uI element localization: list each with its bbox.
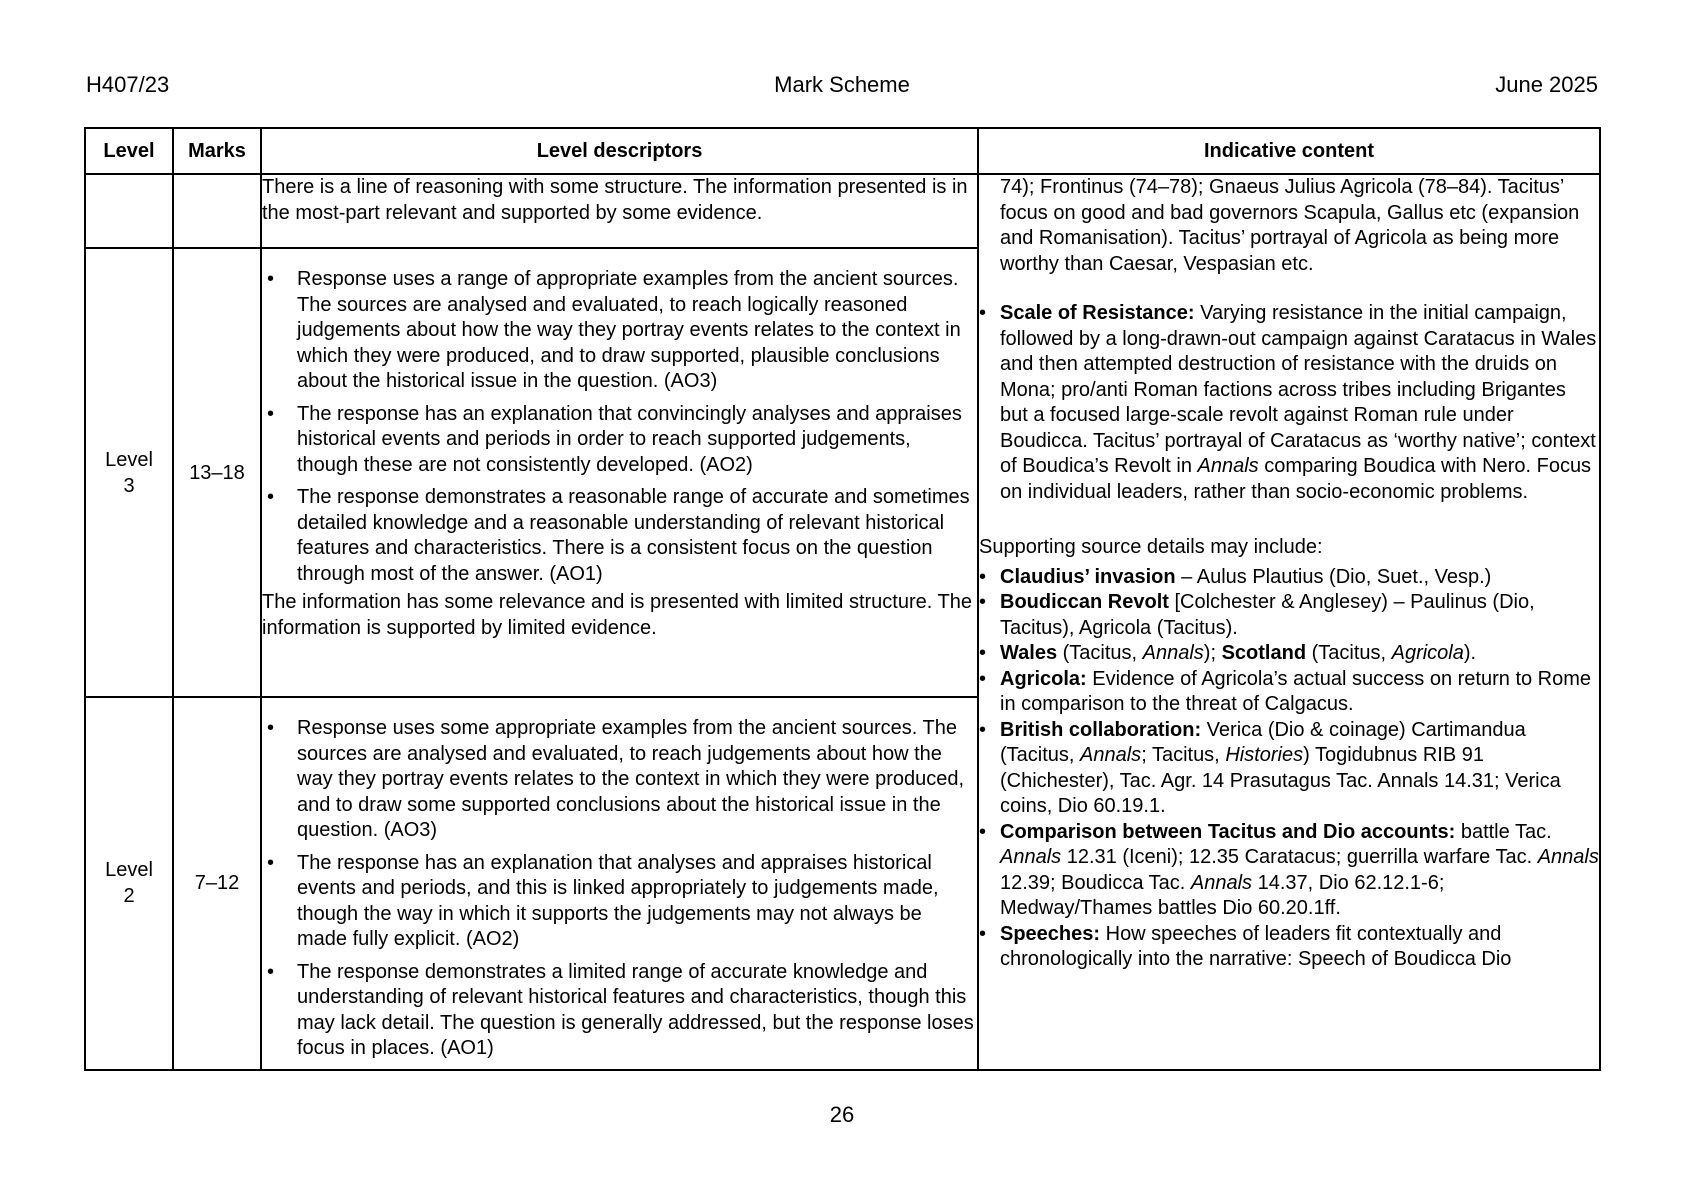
indicative-continuation: 74); Frontinus (74–78); Gnaeus Julius Agricola (78–84). Tacitus’ focus on good and bad governors Scapula, Gallus etc (expansion and Romanisation). Tacitus’ portrayal of Agricola as being more worthy than Caesar, Vespasian etc. [1000,176,1580,275]
descriptor-list [262,267,977,587]
marks-cell [173,174,261,248]
list-item-comparison: • Comparison between Tacitus and Dio accounts: battle Tac. Annals 12.31 (Iceni); 12.35 Caratacus; guerrilla warfare Tac. Annals 12.39; Boudicca Tac. Annals 14.37, Dio 62.12.1-6; Medway/Thames battles Dio 60.20.1ff. [979,820,1599,922]
supporting-list [979,565,1599,973]
document-code: H407/23 [86,72,170,97]
descriptor-footer: The information has some relevance and is presented with limited structure. The information is supported by limited evidence. [262,591,972,639]
table-row [85,174,1600,248]
list-item-claudius: • Claudius’ invasion – Aulus Plautius (Dio, Suet., Vesp.) [979,565,1599,591]
supporting-intro: Supporting source details may include: [979,536,1323,558]
list-item: • The response demonstrates a reasonable range of accurate and sometimes detailed knowledge and a reasonable understanding of relevant historical features and characteristics. There is a consistent focus on the question through most of the answer. (AO1) [262,485,977,587]
level-cell [85,248,173,697]
level-cell [85,697,173,1070]
level-label: Level [105,859,153,882]
list-item: • The response has an explanation that convincingly analyses and appraises historical events and periods in order to reach supported judgements, though these are not consistently developed. (AO2) [262,402,977,479]
list-item-agricola: • Agricola: Evidence of Agricola’s actual success on return to Rome in comparison to the threat of Calgacus. [979,667,1599,718]
document-title: Mark Scheme [774,72,910,97]
table-header-row [85,128,1600,174]
descriptor-list [262,716,977,1062]
header-level-descriptors: Level descriptors [261,128,978,174]
header-indicative-content: Indicative content [978,128,1600,174]
descriptor-cell [261,697,978,1070]
indicative-content-cell [978,174,1600,1070]
level-label: Level [105,448,153,471]
mark-scheme-table [84,127,1601,1071]
header-marks: Marks [173,128,261,174]
list-item: • The response demonstrates a limited range of accurate knowledge and understanding of relevant historical features and characteristics, though this may lack detail. The question is generally addressed, but the response loses focus in places. (AO1) [262,960,977,1062]
level-number: 2 [123,885,135,908]
list-item: • The response has an explanation that analyses and appraises historical events and periods, and this is linked appropriately to judgements made, though the way in which it supports the judgements may not always be made fully explicit. (AO2) [262,851,977,953]
page-number: 26 [829,1102,855,1127]
level-cell [85,174,173,248]
header-level: Level [85,128,173,174]
descriptor-text: There is a line of reasoning with some structure. The information presented is in the most-part relevant and supported by some evidence. [262,176,968,224]
list-item-british-collaboration: • British collaboration: Verica (Dio & coinage) Cartimandua (Tacitus, Annals; Tacitus, Histories) Togidubnus RIB 91 (Chichester), Tac. Agr. 14 Prasutagus Tac. Annals 14.31; Verica coins, Dio 60.19.1. [979,718,1599,820]
list-item-wales-scotland: • Wales (Tacitus, Annals); Scotland (Tacitus, Agricola). [979,641,1599,667]
document-date: June 2025 [1495,72,1598,97]
marks-cell: 7–12 [173,697,261,1070]
list-item-speeches: • Speeches: How speeches of leaders fit contextually and chronologically into the narrative: Speech of Boudicca Dio [979,922,1599,973]
list-item-scale-of-resistance: • Scale of Resistance: Varying resistance in the initial campaign, followed by a long-drawn-out campaign against Caratacus in Wales and then attempted destruction of resistance with the druids on Mona; pro/anti Roman factions across tribes including Brigantes but a focused large-scale revolt against Roman rule under Boudicca. Tacitus’ portrayal of Caratacus as ‘worthy native’; context of Boudica’s Revolt in Annals comparing Boudica with Nero. Focus on individual leaders, rather than socio-economic problems. [979,301,1599,505]
list-item-boudiccan-revolt: • Boudiccan Revolt [Colchester & Anglesey) – Paulinus (Dio, Tacitus), Agricola (Tacitus). [979,590,1599,641]
descriptor-cell [261,174,978,248]
marks-cell: 13–18 [173,248,261,697]
indicative-main-list [979,301,1599,505]
level-number: 3 [123,474,135,497]
list-item: • Response uses a range of appropriate examples from the ancient sources. The sources are analysed and evaluated, to reach logically reasoned judgements about how the way they portray events relates to the context in which they were produced, and to draw supported, plausible conclusions about the historical issue in the question. (AO3) [262,267,977,395]
list-item: • Response uses some appropriate examples from the ancient sources. The sources are analysed and evaluated, to reach judgements about how the way they portray events relates to the context in which they were produced, and to draw some supported conclusions about the historical issue in the question. (AO3) [262,716,977,844]
descriptor-cell [261,248,978,697]
